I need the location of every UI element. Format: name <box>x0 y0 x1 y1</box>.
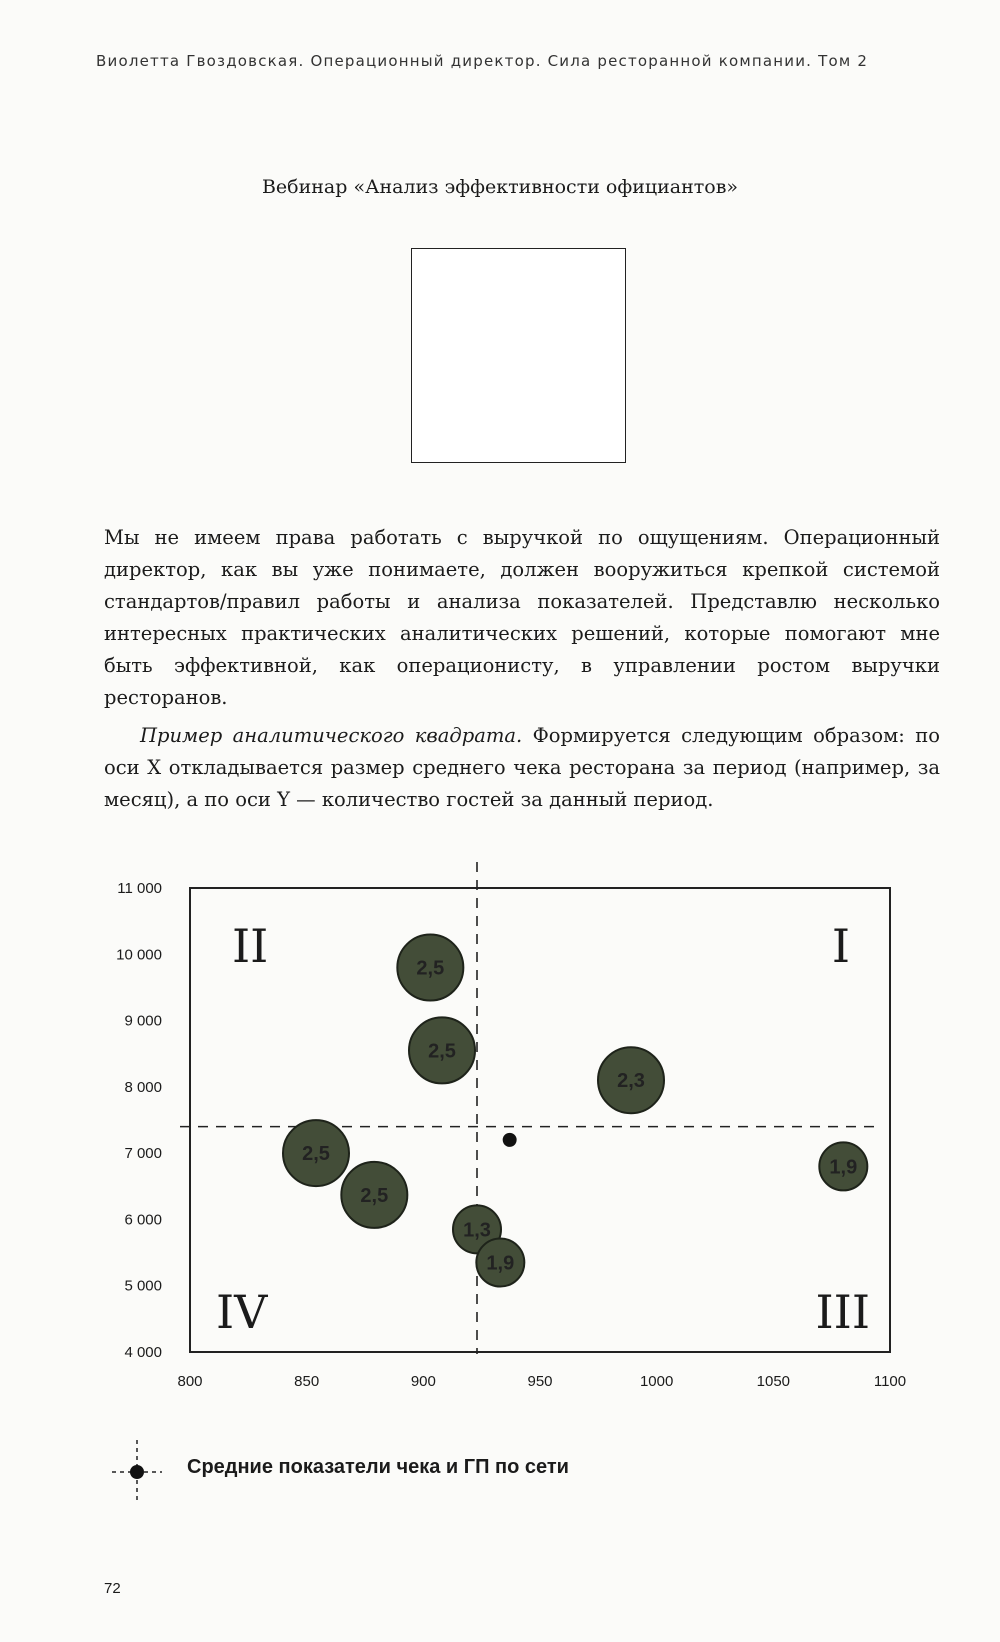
y-tick-label: 10 000 <box>116 946 162 964</box>
x-tick-label: 900 <box>410 1373 436 1390</box>
y-tick-label: 11 000 <box>117 880 162 897</box>
bubble-label: 2,5 <box>428 1040 456 1063</box>
y-tick-label: 4 000 <box>124 1344 162 1361</box>
y-tick-label: 7 000 <box>124 1145 162 1163</box>
paragraph-2 <box>104 720 940 816</box>
analytic-square-chart <box>0 840 1000 1400</box>
paragraph-2-italic-lead: Пример аналитического квадрата. <box>140 724 523 747</box>
y-tick-label: 8 000 <box>124 1078 162 1096</box>
x-tick-label: 850 <box>294 1373 320 1390</box>
quadrant-label-i: I <box>831 919 850 973</box>
plot-frame <box>190 888 890 1352</box>
y-tick-label: 6 000 <box>124 1211 162 1229</box>
legend <box>112 1440 812 1500</box>
x-tick-label: 1000 <box>639 1373 674 1390</box>
bubble-label: 2,5 <box>416 957 445 980</box>
bubble-label: 2,3 <box>617 1070 645 1093</box>
running-head: Виолетта Гвоздовская. Операционный директор. Сила ресторанной компании. Том 2 <box>96 52 869 70</box>
y-tick-label: 9 000 <box>124 1012 162 1030</box>
bubble-label: 2,5 <box>360 1184 389 1207</box>
paragraph-2-text: Формируется следующим образом: по оси X откладывается размер среднего чека ресторана за период (например, за месяц), а по оси Y — количество гостей за данный период. <box>104 724 940 811</box>
paragraph-1: Мы не имеем права работать с выручкой по ощущениям. Операционный директор, как вы уже понимаете, должен вооружиться крепкой системой стандартов/правил работы и анализа показателей. Представлю несколько интересных практических аналитических решений, которые помогают мне быть эффективной, как операционисту, в управлении ростом выручки ресторанов. <box>104 526 940 709</box>
webinar-title: Вебинар «Анализ эффективности официантов» <box>261 176 739 198</box>
x-tick-label: 950 <box>527 1373 553 1390</box>
bubble-label: 1,9 <box>486 1252 515 1275</box>
quadrant-label-iii: III <box>815 1285 870 1339</box>
legend-marker-icon <box>112 1440 182 1500</box>
qr-code-placeholder <box>411 248 626 463</box>
bubble-label: 2,5 <box>302 1143 330 1166</box>
bubble-label: 1,9 <box>829 1156 858 1179</box>
body-text <box>104 522 940 816</box>
legend-label: Средние показатели чека и ГП по сети <box>187 1456 569 1478</box>
x-tick-label: 1100 <box>873 1373 907 1390</box>
x-tick-label: 800 <box>177 1373 203 1390</box>
page-number: 72 <box>104 1580 121 1597</box>
quadrant-label-iv: IV <box>216 1285 268 1339</box>
network-average-point <box>503 1133 517 1147</box>
quadrant-label-ii: II <box>232 919 269 973</box>
bubble-label: 1,3 <box>463 1219 491 1242</box>
y-tick-label: 5 000 <box>124 1277 162 1295</box>
x-tick-label: 1050 <box>756 1373 791 1390</box>
